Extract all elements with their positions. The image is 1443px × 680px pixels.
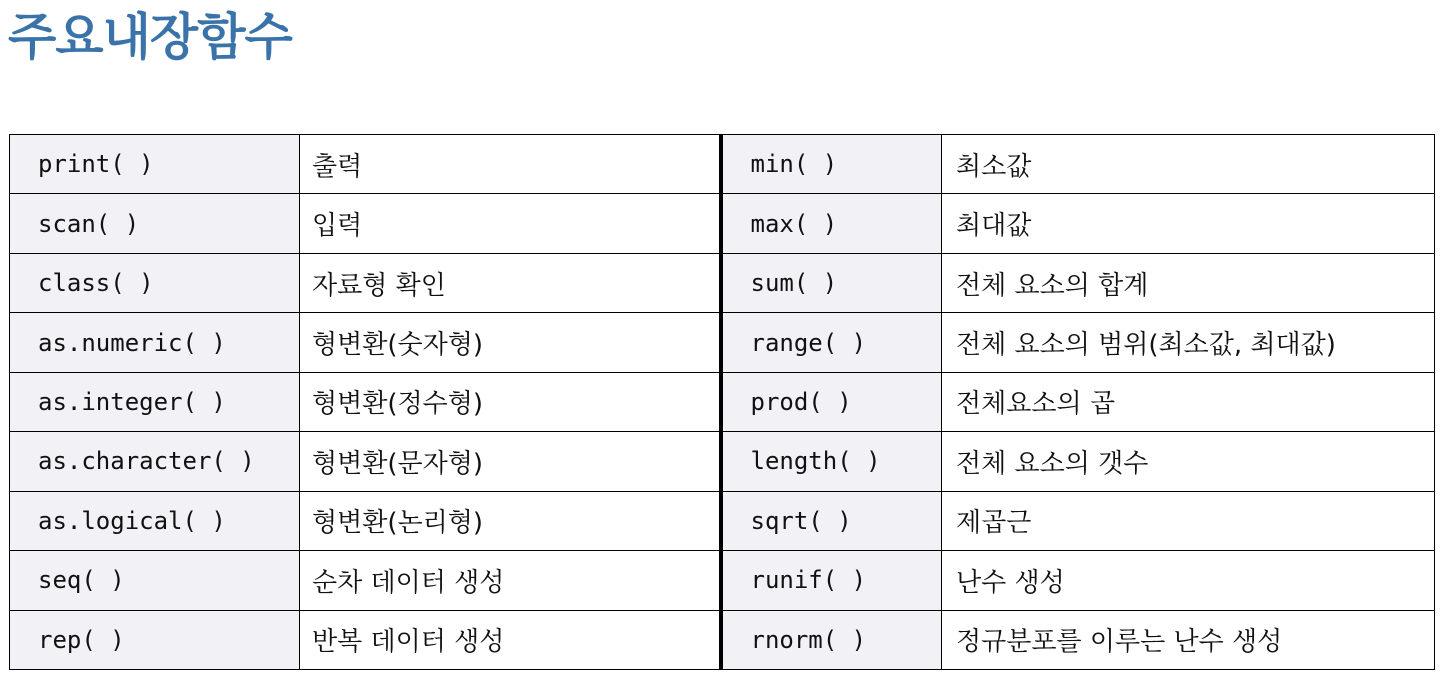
table-body (10, 135, 1435, 670)
function-description-text: 전체 요소의 범위(최소값, 최대값) (956, 330, 1336, 361)
function-description-cell (300, 491, 721, 550)
function-description-text: 전체 요소의 갯수 (956, 448, 1149, 479)
function-name-cell: max( ) (721, 194, 942, 253)
table-row (10, 313, 1435, 372)
function-description-text: 전체요소의 곱 (956, 389, 1115, 420)
function-description-cell (942, 610, 1435, 670)
function-name-cell: range( ) (721, 313, 942, 372)
function-description-text: 정규분포를 이루는 난수 생성 (956, 627, 1283, 658)
function-description-cell (942, 551, 1435, 610)
function-description-text: 형변환(숫자형) (312, 330, 483, 361)
function-description-text: 제곱근 (956, 508, 1032, 539)
function-name-cell: rnorm( ) (721, 610, 942, 670)
function-description-cell (942, 253, 1435, 312)
function-description-cell (300, 194, 721, 253)
function-description-cell (942, 313, 1435, 372)
function-description-text: 입력 (312, 211, 363, 242)
page-title: 주요내장함수 (8, 8, 292, 66)
table-row (10, 491, 1435, 550)
function-description-cell (300, 253, 721, 312)
function-description-cell (300, 135, 721, 194)
builtin-functions-table (9, 134, 1435, 670)
function-description-cell (942, 372, 1435, 431)
function-name-cell: as.integer( ) (10, 372, 300, 431)
function-description-cell (300, 551, 721, 610)
function-description-cell (300, 372, 721, 431)
function-description-text: 최대값 (956, 211, 1032, 242)
function-name-cell: as.logical( ) (10, 491, 300, 550)
function-name-cell: runif( ) (721, 551, 942, 610)
function-description-text: 최소값 (956, 151, 1032, 182)
function-name-cell: sqrt( ) (721, 491, 942, 550)
function-description-text: 전체 요소의 합계 (956, 270, 1149, 301)
table-row (10, 432, 1435, 491)
function-description-cell (942, 194, 1435, 253)
function-name-cell: seq( ) (10, 551, 300, 610)
table-row (10, 372, 1435, 431)
table-row (10, 253, 1435, 312)
function-description-cell (942, 432, 1435, 491)
table-row (10, 610, 1435, 670)
function-description-text: 순차 데이터 생성 (312, 567, 505, 598)
table-row (10, 135, 1435, 194)
function-name-cell: class( ) (10, 253, 300, 312)
function-name-cell: length( ) (721, 432, 942, 491)
table-row (10, 551, 1435, 610)
function-description-text: 난수 생성 (956, 567, 1065, 598)
function-description-cell (942, 491, 1435, 550)
function-description-text: 형변환(정수형) (312, 389, 483, 420)
function-description-text: 반복 데이터 생성 (312, 627, 505, 658)
function-description-text: 형변환(논리형) (312, 508, 483, 539)
function-description-text: 형변환(문자형) (312, 448, 483, 479)
function-name-cell: prod( ) (721, 372, 942, 431)
function-name-cell: as.numeric( ) (10, 313, 300, 372)
function-description-text: 출력 (312, 151, 363, 182)
function-description-cell (300, 432, 721, 491)
function-description-cell (300, 610, 721, 670)
function-name-cell: scan( ) (10, 194, 300, 253)
function-name-cell: sum( ) (721, 253, 942, 312)
function-name-cell: print( ) (10, 135, 300, 194)
function-name-cell: as.character( ) (10, 432, 300, 491)
function-description-text: 자료형 확인 (312, 270, 446, 301)
function-description-cell (300, 313, 721, 372)
function-description-cell (942, 135, 1435, 194)
table-row (10, 194, 1435, 253)
function-name-cell: min( ) (721, 135, 942, 194)
function-name-cell: rep( ) (10, 610, 300, 670)
